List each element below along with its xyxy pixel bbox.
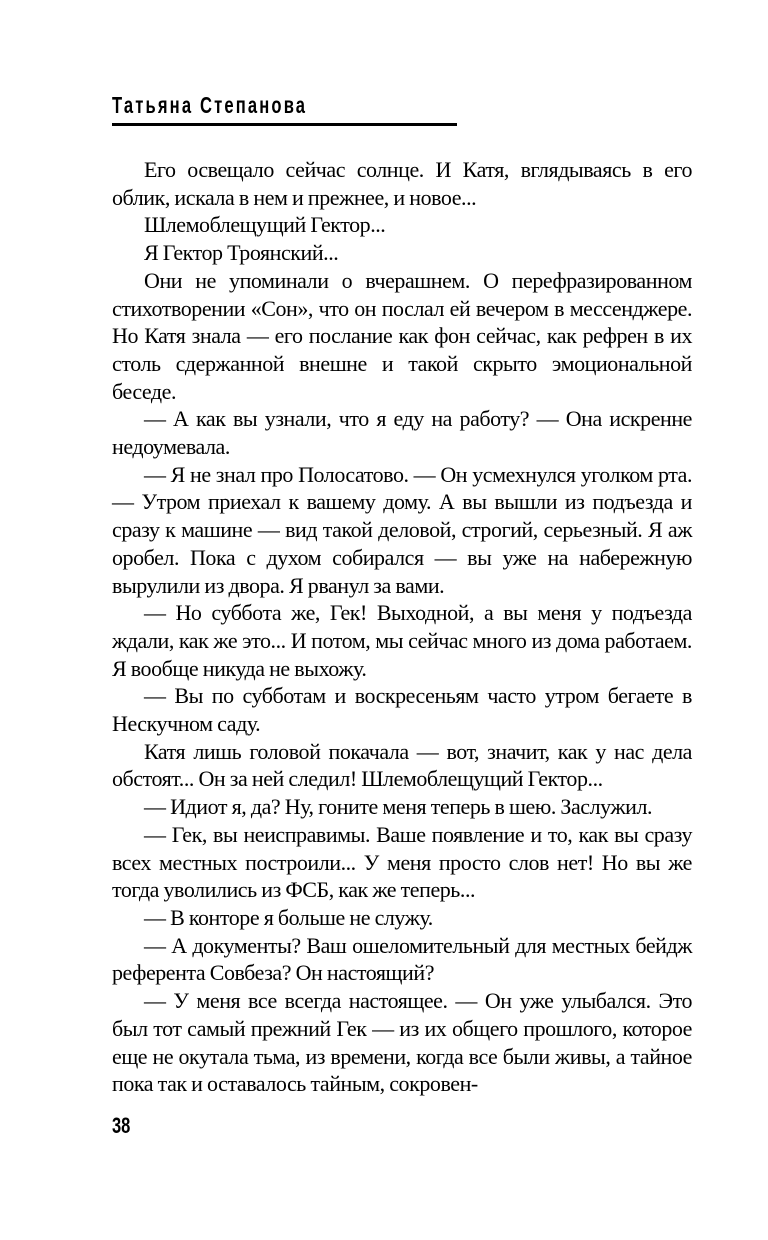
paragraph: — Вы по субботам и воскресеньям часто утром бегаете в Нескучном саду. — [112, 683, 692, 737]
paragraph: — А как вы узнали, что я еду на работу? — Она искренне недоумевала. — [112, 406, 692, 460]
header-rule — [112, 123, 457, 126]
paragraph: — В конторе я больше не служу. — [144, 904, 433, 930]
paragraph: Шлемоблещущий Гектор... — [144, 212, 386, 238]
paragraph: — Идиот я, да? Ну, гоните меня теперь в шею. Заслужил. — [144, 794, 653, 820]
paragraph: Катя лишь головой покачала — вот, значит, как у нас дела обстоят... Он за ней следил! Шлемоблещущий Гектор... — [112, 738, 692, 792]
paragraph: Я Гектор Троянский... — [144, 240, 339, 266]
paragraph: Его освещало сейчас солнце. И Катя, вглядываясь в его облик, искала в нем и прежнее, и новое... — [112, 157, 692, 210]
author-name: Татьяна Степанова — [112, 92, 308, 118]
running-header — [112, 90, 457, 120]
page-number: 38 — [112, 1113, 131, 1138]
paragraph: Они не упоминали о вчерашнем. О перефразированном стихотворении «Сон», что он послал ей вечером в мессенджере. Но Катя знала — его послание как фон сейчас, как рефрен в их столь сдержанной внешне и такой скрыто эмоциональной беседе. — [112, 267, 692, 404]
paragraph: — Я не знал про Полосатово. — Он усмехнулся уголком рта. — Утром приехал к вашему дому. А вы вышли из подъезда и сразу к машине — вид такой деловой, строгий, серьезный. Я аж оробел. Пока с духом собирался — вы уже на набережную вырулили из двора. Я рванул за вами. — [112, 461, 692, 598]
paragraph: — У меня все всегда настоящее. — Он уже улыбался. Это был тот самый прежний Гек — из их общего прошлого, которое еще не окутала тьма, из времени, когда все были живы, а тайное пока так и оставалось тайным, сокровен- — [112, 988, 692, 1097]
paragraph: — Но суббота же, Гек! Выходной, а вы меня у подъезда ждали, как же это... И потом, мы сейчас много из дома работаем. Я вообще никуда не выхожу. — [112, 600, 692, 681]
paragraph: — А документы? Ваш ошеломительный для местных бейдж референта Совбеза? Он настоящий? — [112, 932, 692, 986]
body-text — [112, 156, 692, 1098]
paragraph: — Гек, вы неисправимы. Ваше появление и то, как вы сразу всех местных построили... У меня просто слов нет! Но вы же тогда уволились из ФСБ, как же теперь... — [112, 821, 692, 903]
